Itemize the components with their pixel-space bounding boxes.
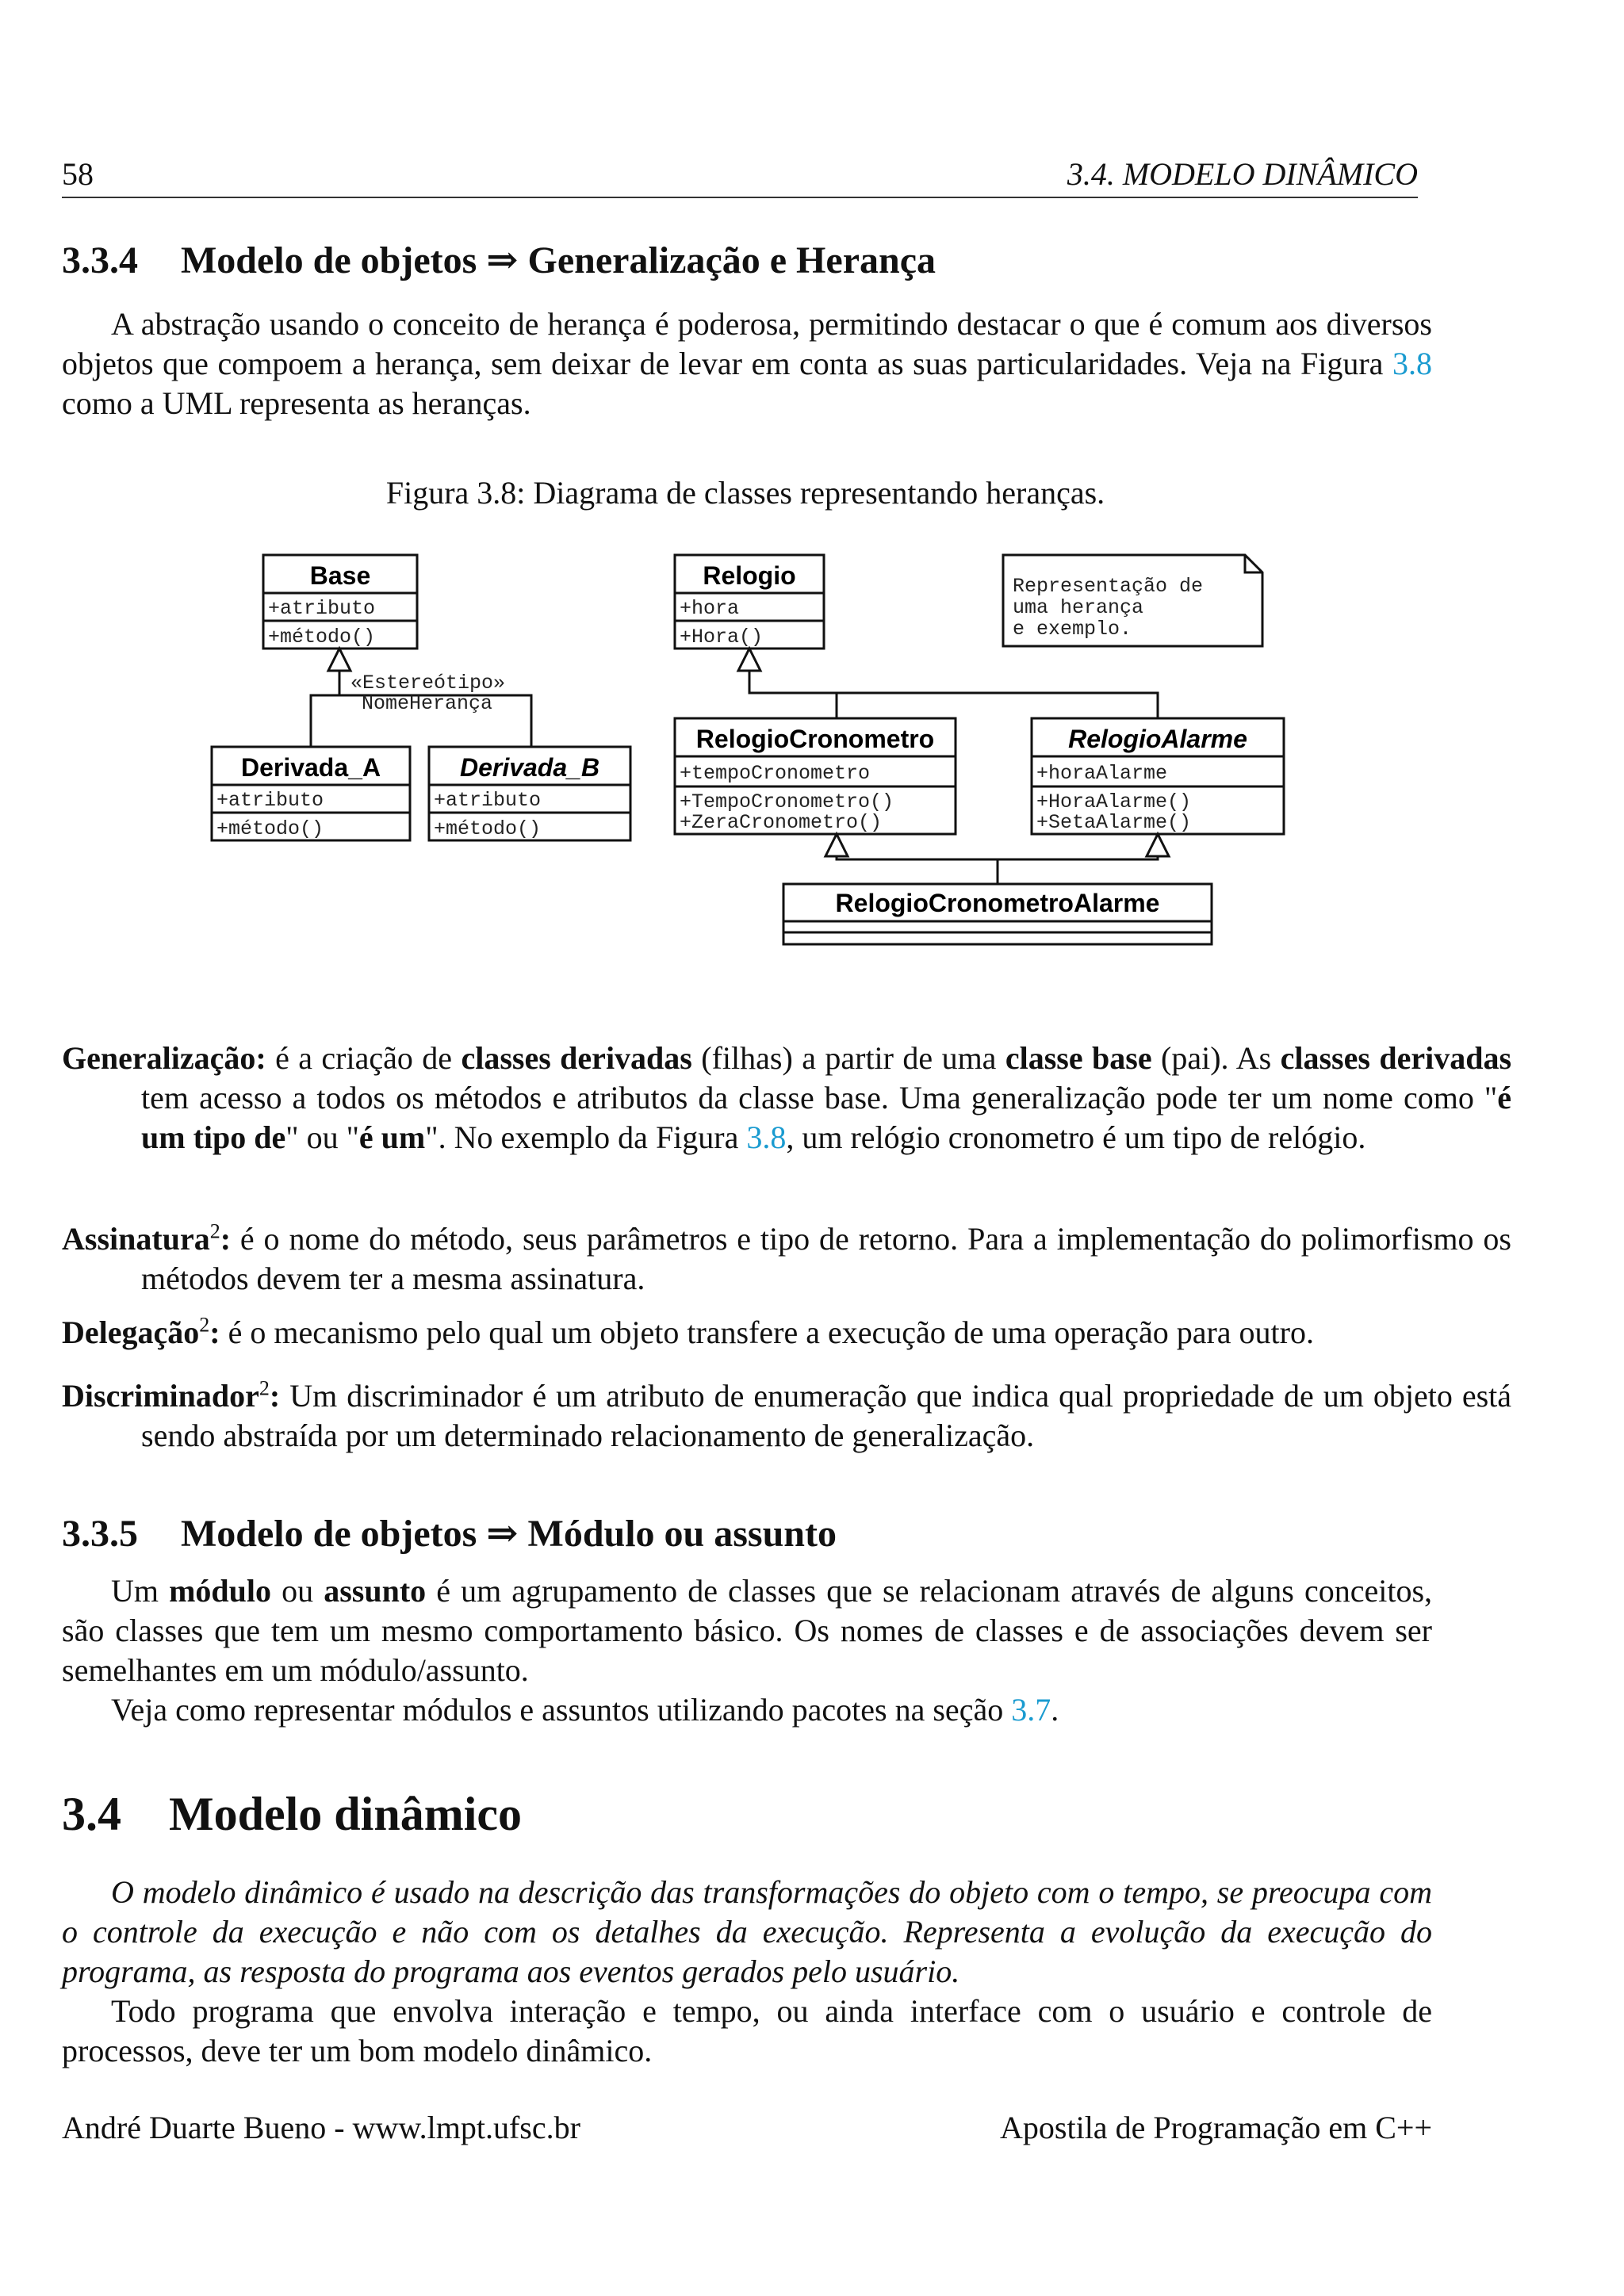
alarme-method: +HoraAlarme() (1036, 790, 1192, 813)
definition-term: Discriminador (62, 1378, 259, 1414)
section-heading-334 (62, 238, 936, 282)
page-number: 58 (62, 156, 94, 192)
implies-arrow-icon: ⇒ (486, 1513, 519, 1555)
inheritance-line-a (311, 695, 339, 747)
base-attribute: +atributo (268, 597, 376, 620)
figure-link[interactable]: 3.8 (1392, 346, 1432, 381)
relogio-attribute: +hora (680, 597, 740, 620)
implies-arrow-icon: ⇒ (486, 239, 519, 281)
definition-delegacao: Delegação$^2$: é o mecanismo pelo qual um objeto transfere a execução de uma operação para outro. (62, 1313, 1314, 1350)
class-name-relogio: Relogio (703, 561, 796, 590)
alarme-attribute: +horaAlarme (1036, 762, 1168, 785)
definition-term: Delegação (62, 1314, 200, 1350)
class-name-derivada-a: Derivada_A (240, 753, 381, 782)
page-header (62, 151, 1418, 198)
section-title-part-a: Modelo de objetos (181, 1513, 477, 1555)
inheritance-line-multiple (837, 856, 1158, 859)
class-name-base: Base (309, 561, 371, 590)
stereotype-label: «Estereótipo» (350, 672, 506, 695)
figure-caption: Figura 3.8: Diagrama de classes representando heranças. (385, 475, 1105, 511)
cronometro-attribute: +tempoCronometro (680, 762, 871, 785)
section-number: 3.3.5 (62, 1513, 138, 1555)
uml-class-diagram (198, 523, 1308, 999)
section-number: 3.4 (62, 1788, 121, 1840)
definition-generalizacao: Generalização: é a criação de classes derivadas (filhas) a partir de uma classe base (pai). As classes derivadas tem acesso a todos os métodos e atributos da classe base. Uma generalização pode ter um nome como "é um tipo de" ou "é um". No exemplo da Figura 3.8, um relógio cronometro é um tipo de relógio. (62, 1040, 1512, 1155)
definition-assinatura: Assinatura$^2$: é o nome do método, seus parâmetros e tipo de retorno. Para a implementação do polimorfismo os métodos devem ter a mesma assinatura. (62, 1219, 1511, 1296)
section-heading-335 (62, 1511, 837, 1556)
footnote-marker[interactable]: 2 (259, 1376, 270, 1400)
alarme-method: +SetaAlarme() (1036, 811, 1192, 834)
derivada-b-method: +método() (434, 817, 542, 840)
base-method: +método() (268, 626, 376, 649)
running-section-title: 3.4. MODELO DINÂMICO (1067, 156, 1418, 192)
section-title-part-a: Modelo de objetos (181, 239, 477, 281)
cronometro-method: +TempoCronometro() (680, 790, 894, 813)
section-title-part-b: Generalização e Herança (527, 239, 936, 281)
relogio-method: +Hora() (680, 626, 764, 649)
note-line: uma herança (1013, 596, 1144, 619)
derivada-a-attribute: +atributo (216, 789, 324, 812)
module-paragraph: Um módulo ou assunto é um agrupamento de classes que se relacionam através de alguns conceitos, são classes que tem um mesmo comportamento básico. Os nomes de classes e de associações devem ser semelhantes em um módulo/assunto. (62, 1573, 1433, 1688)
footnote-marker[interactable]: 2 (209, 1219, 220, 1243)
class-name-relogio-cronometro: RelogioCronometro (695, 725, 935, 753)
section-title-part-b: Módulo ou assunto (527, 1513, 837, 1555)
footnote-marker[interactable]: 2 (199, 1313, 210, 1337)
definition-term: Generalização: (62, 1040, 266, 1076)
inheritance-line-alarme (837, 693, 1158, 718)
definition-term: Assinatura (62, 1221, 210, 1257)
note-line: e exemplo. (1013, 618, 1132, 641)
note-line: Representação de (1013, 575, 1204, 598)
derivada-a-method: +método() (216, 817, 324, 840)
dynamic-model-paragraph: Todo programa que envolva interação e tempo, ou ainda interface com o usuário e controle de processos, deve ter um bom modelo dinâmico. (62, 1993, 1432, 2068)
generalization-arrow-icon (328, 649, 350, 671)
definition-discriminador: Discriminador$^2$: Um discriminador é um atributo de enumeração que indica qual propriedade de um objeto está sendo abstraída por um determinado relacionamento de generalização. (62, 1376, 1511, 1453)
derivada-b-attribute: +atributo (434, 789, 542, 812)
section-number: 3.3.4 (62, 239, 138, 281)
section-title: Modelo dinâmico (169, 1788, 522, 1840)
cronometro-method: +ZeraCronometro() (680, 811, 883, 834)
generalization-arrow-icon (738, 649, 760, 671)
class-name-derivada-b: Derivada_B (459, 753, 600, 782)
packages-paragraph: Veja como representar módulos e assuntos utilizando pacotes na seção 3.7. (111, 1692, 1059, 1728)
figure-link[interactable]: 3.8 (746, 1119, 787, 1155)
inheritance-line-cronometro (749, 671, 837, 718)
generalization-arrow-icon (1147, 834, 1169, 856)
class-name-relogio-alarme: RelogioAlarme (1068, 725, 1247, 753)
section-link[interactable]: 3.7 (1011, 1692, 1051, 1728)
generalization-arrow-icon (825, 834, 848, 856)
section-heading-34 (62, 1787, 522, 1842)
inheritance-name-label: NomeHerança (362, 692, 493, 715)
intro-paragraph: A abstração usando o conceito de herança é poderosa, permitindo destacar o que é comum aos diversos objetos que compoem a herança, sem deixar de levar em conta as suas particularidades. Veja na Figura 3.8 como a UML representa as heranças. (62, 306, 1432, 421)
footer-author: André Duarte Bueno - www.lmpt.ufsc.br (62, 2110, 580, 2145)
dynamic-model-intro: O modelo dinâmico é usado na descrição das transformações do objeto com o tempo, se preocupa com o controle da execução e não com os detalhes da execução. Representa a evolução da execução do programa, as resposta do programa aos eventos gerados pelo usuário. (62, 1874, 1432, 1989)
class-name-relogio-cronometro-alarme: RelogioCronometroAlarme (835, 889, 1160, 917)
footer-title: Apostila de Programação em C++ (1000, 2110, 1432, 2145)
